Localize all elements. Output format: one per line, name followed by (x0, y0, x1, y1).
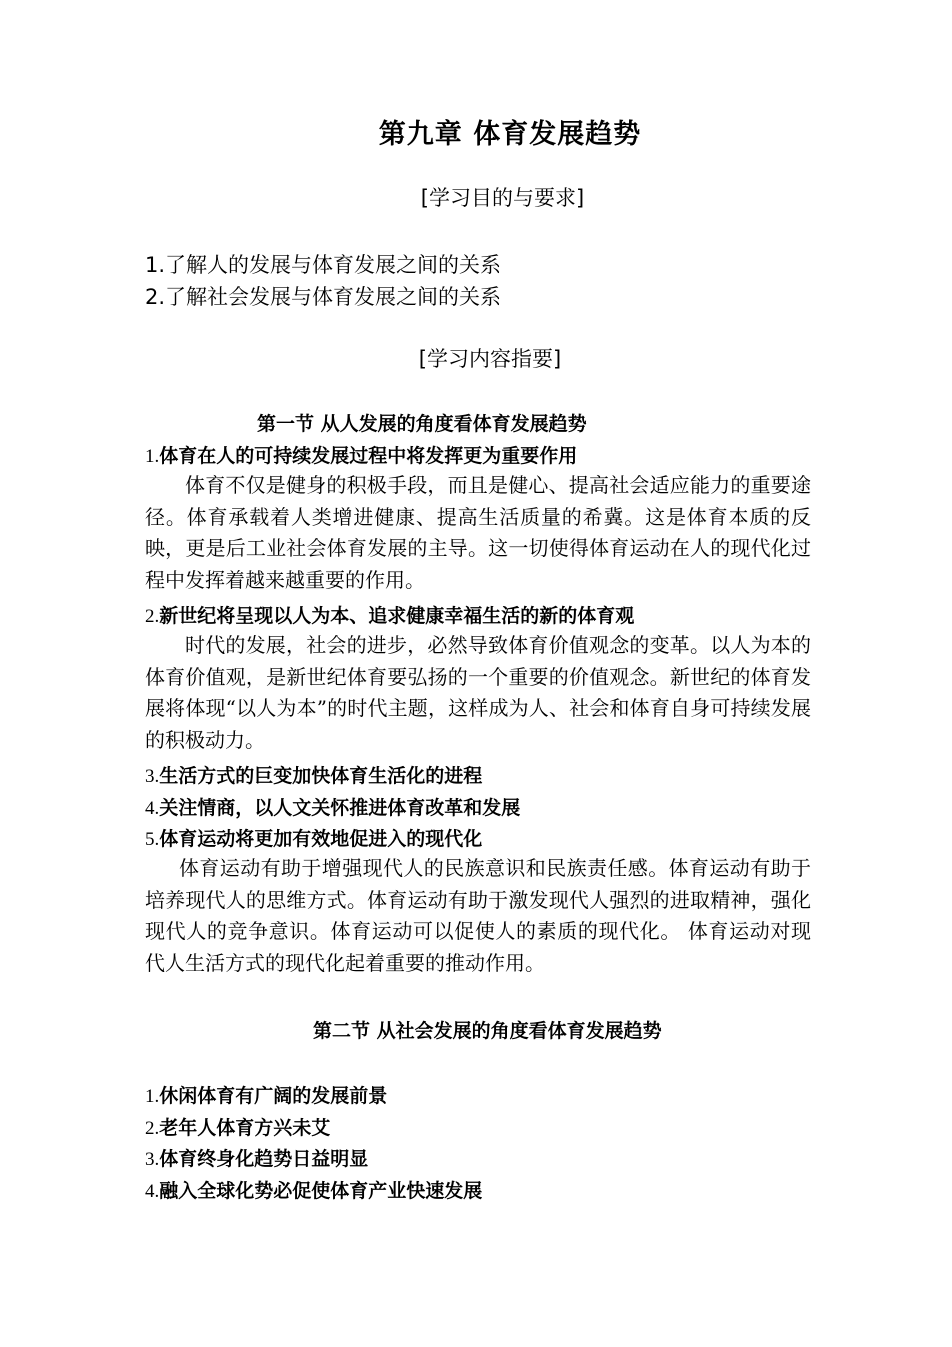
point-text: 体育终身化趋势日益明显 (159, 1148, 369, 1170)
point-text: 体育在人的可持续发展过程中将发挥更为重要作用 (159, 445, 578, 467)
objectives-heading: [学习目的与要求] (420, 186, 585, 210)
section1-paragraph-1: 体育不仅是健身的积极手段，而且是健心、提高社会适应能力的重要途径。体育承载着人类增进健康、提高生活质量的希冀。这是体育本质的反映，更是后工业社会体育发展的主导。这一切使得体育运动在人的现代化过程中发挥着越来越重要的作用。 (145, 473, 811, 592)
point-text: 融入全球化势必促使体育产业快速发展 (159, 1180, 483, 1202)
point-text: 休闲体育有广阔的发展前景 (159, 1085, 388, 1107)
point-number: 3. (145, 766, 160, 787)
point-text: 老年人体育方兴未艾 (159, 1117, 331, 1139)
section2-title: 第二节 从社会发展的角度看体育发展趋势 (313, 1020, 662, 1042)
section2-point-2 (145, 1113, 330, 1140)
point-number: 2. (145, 606, 160, 627)
chapter-title: 第九章 体育发展趋势 (378, 119, 642, 150)
point-number: 4. (145, 1181, 160, 1202)
section2-point-4 (145, 1176, 482, 1203)
objective-item-1: 1.了解人的发展与体育发展之间的关系 (145, 253, 502, 277)
section2-point-1 (145, 1081, 387, 1108)
section1-paragraph-3: 体育运动有助于增强现代人的民族意识和民族责任感。体育运动有助于培养现代人的思维方式。体育运动有助于激发现代人强烈的进取精神，强化现代人的竞争意识。体育运动可以促使人的素质的现代化。 体育运动对现代人生活方式的现代化起着重要的推动作用。 (145, 856, 811, 975)
point-number: 1. (145, 1086, 160, 1107)
point-text: 生活方式的巨变加快体育生活化的进程 (159, 765, 483, 787)
section1-paragraph-2: 时代的发展，社会的进步，必然导致体育价值观念的变革。以人为本的体育价值观，是新世纪体育要弘扬的一个重要的价值观念。新世纪的体育发展将体现“以人为本”的时代主题，这样成为人、社会和体育自身可持续发展的积极动力。 (145, 633, 811, 752)
point-number: 4. (145, 798, 160, 819)
section1-point-4 (145, 793, 520, 820)
section1-title: 第一节 从人发展的角度看体育发展趋势 (257, 413, 587, 435)
section1-point-1 (145, 441, 577, 468)
point-text: 关注情商，以人文关怀推进体育改革和发展 (159, 797, 521, 819)
point-number: 1. (145, 446, 160, 467)
point-number: 3. (145, 1149, 160, 1170)
section1-point-2 (145, 601, 634, 628)
content-heading: [学习内容指要] (418, 347, 562, 371)
point-text: 新世纪将呈现以人为本、追求健康幸福生活的新的体育观 (159, 605, 635, 627)
section1-point-3 (145, 761, 482, 788)
point-number: 2. (145, 1118, 160, 1139)
section2-point-3 (145, 1144, 368, 1171)
objective-item-2: 2.了解社会发展与体育发展之间的关系 (145, 285, 502, 309)
section1-point-5 (145, 824, 482, 851)
point-number: 5. (145, 829, 160, 850)
point-text: 体育运动将更加有效地促进入的现代化 (159, 828, 483, 850)
